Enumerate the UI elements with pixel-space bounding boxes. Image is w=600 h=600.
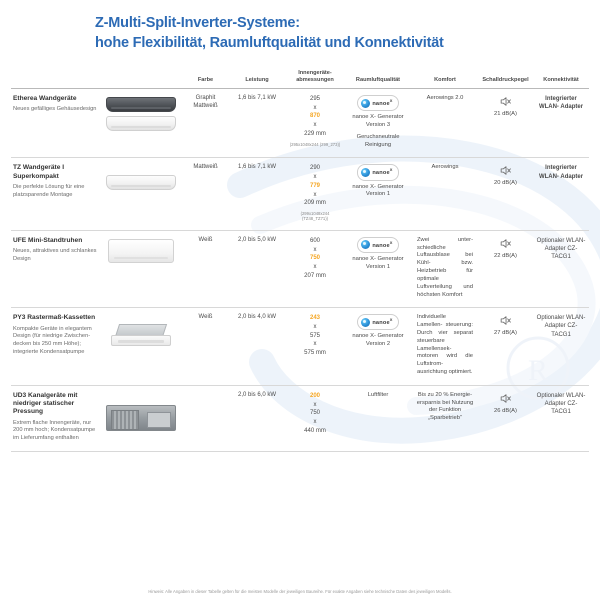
color-cell: Weiß	[183, 308, 228, 386]
connectivity-text: Optionaler WLAN- Adapter CZ-TACG1	[536, 392, 586, 415]
ducted-unit-illustration	[106, 405, 176, 431]
nanoe-badge	[357, 237, 398, 253]
noise-cell	[478, 230, 533, 308]
dim-depth: 440 mm	[304, 427, 326, 434]
page-title	[0, 0, 600, 57]
dimensions-cell: 600 x 750 x 207 mm	[286, 230, 344, 308]
mute-speaker-icon	[499, 392, 512, 405]
noise-cell	[478, 89, 533, 158]
comfort-cell	[412, 308, 478, 386]
nanoe-label: nanoe	[372, 100, 390, 107]
nanoe-dot-icon	[361, 318, 370, 327]
air-extra-feature: Geruchsneutrale Reinigung	[356, 133, 400, 148]
col-header-power: Leistung	[228, 67, 286, 88]
table-row	[11, 230, 589, 308]
noise-cell	[478, 308, 533, 386]
dimensions-cell: 200 x 750 x 440 mm	[286, 385, 344, 451]
col-header-comfort: Komfort	[412, 67, 478, 88]
page-title-line1: Z-Multi-Split-Inverter-Systeme:	[95, 15, 300, 31]
product-description: Kompakte Geräte in elegantem Design (für niedrige Zwischen-decken bis 250 mm Höhe); integrierte Kondensatpumpe	[13, 325, 92, 355]
nanoe-label: nanoe	[372, 170, 390, 177]
connectivity-cell	[533, 385, 589, 451]
comfort-cell	[412, 89, 478, 158]
dim-width: 295	[309, 96, 320, 103]
connectivity-cell	[533, 158, 589, 230]
dim-height: 750	[309, 410, 320, 417]
product-name: TZ Wandgeräte I Superkompakt	[13, 164, 65, 180]
nanoe-sup: X	[389, 239, 393, 245]
dim-depth: 209 mm	[304, 200, 326, 207]
dim-width: 600	[309, 237, 320, 244]
wall-unit-white-illustration	[106, 116, 176, 131]
col-header-color: Farbe	[183, 67, 228, 88]
nanoe-sup: X	[389, 317, 393, 323]
nanoe-dot-icon	[361, 240, 370, 249]
dim-height: 575	[309, 332, 320, 339]
product-cell	[11, 385, 183, 451]
mute-speaker-icon	[499, 237, 512, 250]
product-image	[105, 314, 177, 356]
product-image	[105, 164, 177, 199]
connectivity-text: Optionaler WLAN- Adapter CZ-TACG1	[536, 315, 586, 338]
air-quality-cell	[344, 89, 412, 158]
product-cell	[11, 308, 183, 386]
color-cell: Graphit Mattweiß	[183, 89, 228, 158]
connectivity-text: Integrierter WLAN- Adapter	[538, 165, 584, 180]
noise-value: 22 dB(A)	[494, 252, 517, 259]
color-cell	[183, 385, 228, 451]
comfort-text: Zwei unter- schiedliche Luftausblase bei Kühl- bzw. Heizbetrieb für optimale Luftverteilung und höchsten Komfort	[417, 236, 473, 298]
air-quality-cell	[344, 230, 412, 308]
power-cell: 1,6 bis 7,1 kW	[228, 89, 286, 158]
col-header-dimensions: Innengeräte-abmessungen	[286, 67, 344, 88]
product-description: Extrem flache Innengeräte, nur 200 mm hoch; Kondensatpumpe im Lieferumfang enthalten	[13, 419, 96, 441]
nanoe-badge	[357, 314, 398, 330]
dim-width: 290	[309, 165, 320, 172]
col-header-air-quality: Raumluftqualität	[344, 67, 412, 88]
comfort-cell	[412, 385, 478, 451]
product-name: PY3 Rastermaß-Kassetten	[13, 314, 96, 322]
connectivity-cell	[533, 308, 589, 386]
product-comparison-table	[11, 67, 589, 451]
dimensions-cell: 295 x 870 x 229 mm (295x1048x244 (299_273))	[286, 89, 344, 158]
nanoe-label: nanoe	[372, 242, 390, 249]
noise-value: 20 dB(A)	[494, 180, 517, 187]
noise-value: 26 dB(A)	[494, 407, 517, 414]
power-cell: 2,0 bis 5,0 kW	[228, 230, 286, 308]
col-header-connectivity: Konnektivität	[533, 67, 589, 88]
power-cell: 2,0 bis 4,0 kW	[228, 308, 286, 386]
table-row	[11, 89, 589, 158]
color-cell: Weiß	[183, 230, 228, 308]
svg-text:R: R	[527, 354, 549, 387]
air-quality-cell	[344, 158, 412, 230]
nanoe-dot-icon	[361, 99, 370, 108]
air-generator-version: nanoe X- Generator Version 1	[352, 255, 404, 270]
comfort-cell	[412, 158, 478, 230]
wall-unit-graphite-illustration	[106, 97, 176, 112]
nanoe-badge	[357, 164, 398, 180]
page-title-line2: hohe Flexibilität, Raumluftqualität und Konnektivität	[95, 34, 444, 51]
floor-console-illustration	[108, 239, 174, 263]
table-row	[11, 308, 589, 386]
air-generator-version: nanoe X- Generator Version 2	[352, 333, 404, 348]
mute-speaker-icon	[499, 95, 512, 108]
connectivity-text: Integrierter WLAN- Adapter	[538, 96, 584, 111]
dim-depth: 575 mm	[304, 350, 326, 357]
mute-speaker-icon	[499, 164, 512, 177]
noise-value: 27 dB(A)	[494, 330, 517, 337]
table-footnote: Hinweis: Alle Angaben in dieser Tabelle gelten für die meisten Modelle der jeweiligen Baureihe. Für exakte Angaben siehe technische Daten des jeweiligen Modells.	[148, 589, 452, 594]
nanoe-label: nanoe	[372, 320, 390, 327]
power-cell: 2,0 bis 6,0 kW	[228, 385, 286, 451]
dim-width: 200	[309, 392, 320, 399]
col-header-product	[11, 67, 183, 88]
cassette-unit-illustration	[109, 321, 173, 351]
mute-speaker-icon	[499, 314, 512, 327]
dim-note: (295x1048x244 (299_273))	[289, 141, 341, 147]
product-name: UD3 Kanalgeräte mit niedriger statischer Pressung	[13, 391, 78, 416]
nanoe-sup: X	[389, 167, 393, 173]
connectivity-text: Optionaler WLAN- Adapter CZ-TACG1	[536, 237, 586, 260]
product-image	[105, 237, 177, 264]
noise-cell	[478, 158, 533, 230]
product-name: UFE Mini-Standtruhen	[13, 236, 83, 244]
air-generator-version: nanoe X- Generator Version 3	[352, 114, 404, 129]
dim-height: 750	[309, 255, 320, 262]
product-cell	[11, 158, 183, 230]
product-image	[105, 392, 177, 443]
comfort-text: Bis zu 20 % Energie- ersparnis bei Nutzung der Funktion „Sparbetrieb“	[416, 391, 474, 422]
air-quality-cell	[344, 308, 412, 386]
dimensions-cell: 243 x 575 x 575 mm	[286, 308, 344, 386]
dim-depth: 229 mm	[304, 130, 326, 137]
table-row	[11, 158, 589, 230]
nanoe-sup: X	[389, 98, 393, 104]
noise-value: 21 dB(A)	[494, 111, 517, 118]
dim-height: 779	[309, 182, 320, 189]
comfort-text: Aerowings 2.0	[426, 95, 464, 102]
dim-width: 243	[309, 315, 320, 322]
table-header	[11, 67, 589, 88]
product-description: Die perfekte Lösung für eine platzsparende Montage	[13, 183, 85, 198]
air-quality-cell	[344, 385, 412, 451]
dimensions-cell: 290 x 779 x 209 mm (299x1048x244 (TZ48_TZ71))	[286, 158, 344, 230]
power-cell: 1,6 bis 7,1 kW	[228, 158, 286, 230]
product-image	[105, 95, 177, 131]
comfort-text: Individuelle Lamellen- steuerung: Durch vier separat steuerbare Lamellensek- motoren wird die Luftstrom- ausrichtung optimiert.	[417, 314, 473, 375]
nanoe-badge	[357, 95, 398, 111]
dim-note: (299x1048x244 (TZ48_TZ71))	[300, 210, 330, 222]
air-filter-text: Luftfilter	[367, 391, 389, 398]
wall-unit-white-illustration	[106, 175, 176, 190]
comfort-text: Aerowings	[431, 164, 459, 171]
dim-height: 870	[309, 113, 320, 120]
nanoe-dot-icon	[361, 168, 370, 177]
air-generator-version: nanoe X- Generator Version 1	[352, 183, 404, 198]
product-description: Neues gefälliges Gehäusedesign	[13, 106, 97, 113]
product-description: Neues, attraktives und schlankes Design	[13, 248, 97, 262]
comfort-cell	[412, 230, 478, 308]
noise-cell	[478, 385, 533, 451]
col-header-noise: Schalldruckpegel	[478, 67, 533, 88]
dim-depth: 207 mm	[304, 272, 326, 279]
table-row	[11, 385, 589, 451]
connectivity-cell	[533, 230, 589, 308]
connectivity-cell	[533, 89, 589, 158]
product-cell	[11, 89, 183, 158]
product-name: Etherea Wandgeräte	[13, 95, 77, 103]
product-cell	[11, 230, 183, 308]
color-cell: Mattweiß	[183, 158, 228, 230]
